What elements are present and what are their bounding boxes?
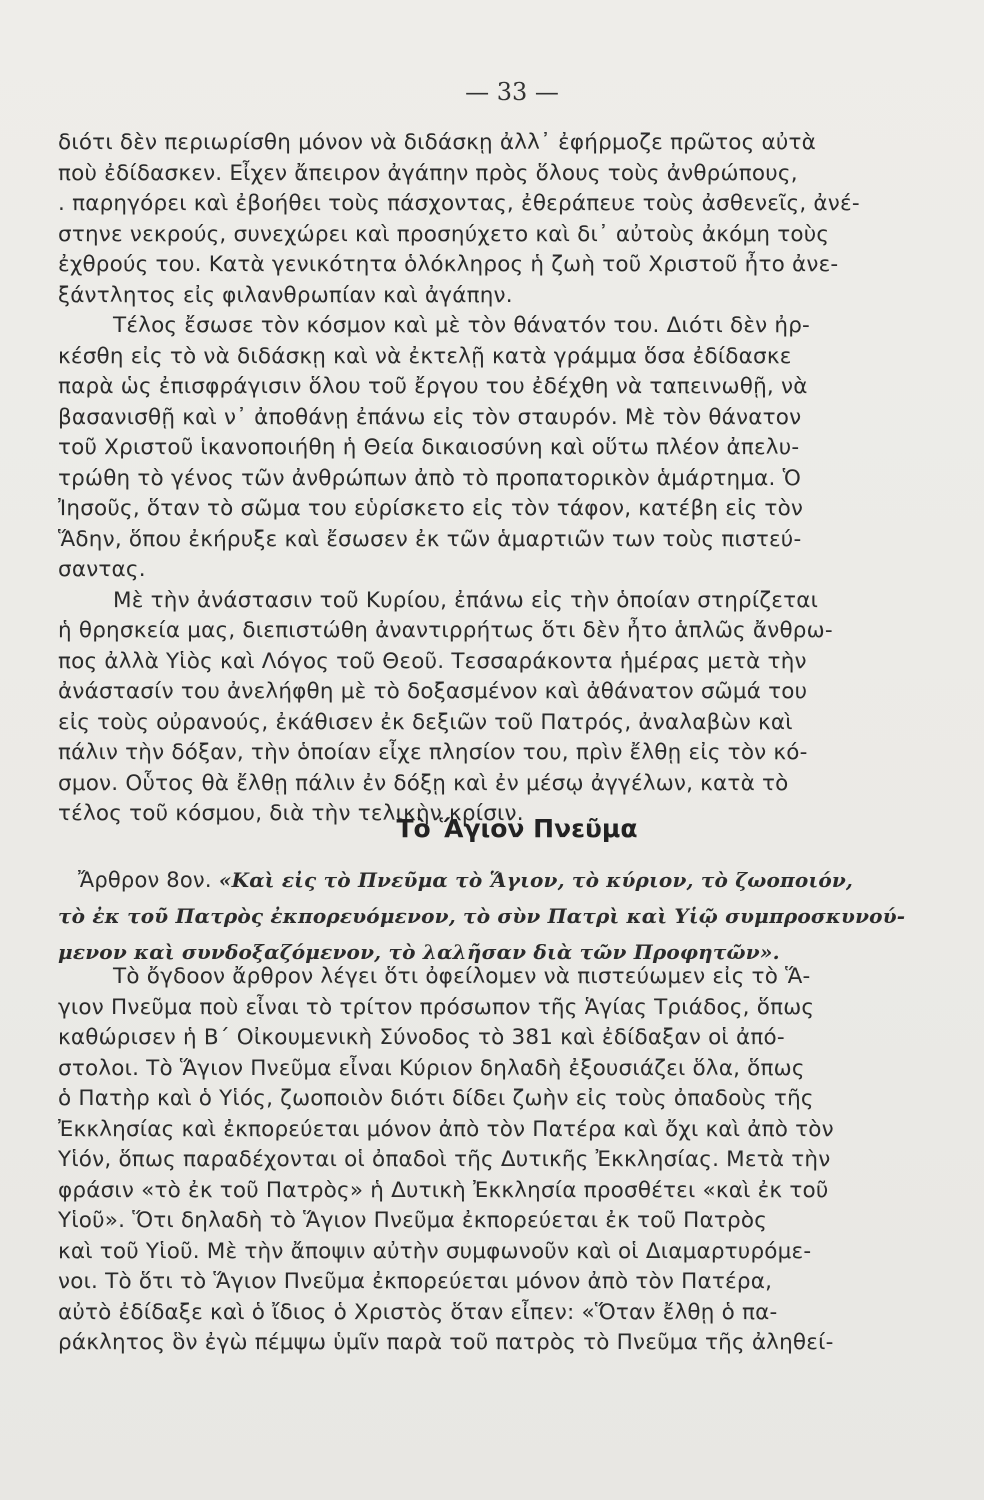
text-line: ἡ θρησκεία μας, διεπιστώθη ἀναντιρρήτως ὅτι δὲν ἦτο ἁπλῶς ἄνθρω- [58, 618, 833, 643]
text-line: . παρηγόρει καὶ ἐβοήθει τοὺς πάσχοντας, ἐθεράπευε τοὺς ἀσθενεῖς, ἀνέ- [58, 191, 860, 216]
text-line: εἰς τοὺς οὐρανούς, ἐκάθισεν ἐκ δεξιῶν τοῦ Πατρός, ἀναλαβὼν καὶ [58, 709, 793, 735]
text-line: καθώρισεν ἡ Β΄ Οἰκουμενικὴ Σύνοδος τὸ 381 καὶ ἐδίδαξαν οἱ ἀπό- [58, 1025, 785, 1050]
text-line: ἐχθρούς του. Κατὰ γενικότητα ὁλόκληρος ἡ ζωὴ τοῦ Χριστοῦ ἦτο ἀνε- [58, 252, 839, 277]
text-line: φράσιν «τὸ ἐκ τοῦ Πατρὸς» ἡ Δυτικὴ Ἐκκλησία προσθέτει «καὶ ἐκ τοῦ [58, 1177, 829, 1203]
text-line: τρώθη τὸ γένος τῶν ἀνθρώπων ἀπὸ τὸ προπατορικὸν ἁμάρτημα. Ὁ [58, 465, 802, 491]
text-line: ράκλητος ὃν ἐγὼ πέμψω ὑμῖν παρὰ τοῦ πατρὸς τὸ Πνεῦμα τῆς ἀληθεί- [58, 1330, 834, 1355]
text-line: Ἐκκλησίας καὶ ἐκπορεύεται μόνον ἀπὸ τὸν Πατέρα καὶ ὄχι καὶ ἀπὸ τὸν [58, 1116, 834, 1142]
text-line: Τέλος ἔσωσε τὸν κόσμον καὶ μὲ τὸν θάνατόν του. Διότι δὲν ἠρ- [113, 313, 811, 338]
text-line: πος ἀλλὰ Υἱὸς καὶ Λόγος τοῦ Θεοῦ. Τεσσαράκοντα ἡμέρας μετὰ τὴν [58, 648, 807, 674]
text-line: ποὺ ἐδίδασκεν. Εἶχεν ἄπειρον ἀγάπην πρὸς ὅλους τοὺς ἀνθρώπους, [58, 160, 798, 186]
article-label: Ἄρθρον 8ον. [78, 868, 212, 892]
text-line: Τὸ ὄγδοον ἄρθρον λέγει ὅτι ὀφείλομεν νὰ πιστεύωμεν εἰς τὸ Ἅ- [113, 964, 811, 989]
text-line: παρὰ ὡς ἐπισφράγισιν ὅλου τοῦ ἔργου του ἐδέχθη νὰ ταπεινωθῇ, νὰ [58, 374, 808, 399]
article-line: μενον καὶ συνδοξαζόμενον, τὸ λαλῆσαν διὰ τῶν Προφητῶν». [58, 940, 780, 964]
text-line: ὁ Πατὴρ καὶ ὁ Υἱός, ζωοποιὸν διότι δίδει ζωὴν εἰς τοὺς ὀπαδοὺς τῆς [58, 1086, 814, 1111]
text-line: ξάντλητος εἰς φιλανθρωπίαν καὶ ἀγάπην. [58, 282, 513, 308]
text-line: τέλος τοῦ κόσμου, διὰ τὴν τελικὴν κρίσιν. [58, 801, 524, 826]
text-line: πάλιν τὴν δόξαν, τὴν ὁποίαν εἶχε πλησίον του, πρὶν ἔλθῃ εἰς τὸν κό- [58, 740, 808, 765]
page-number: — 33 — [465, 78, 559, 106]
text-line: καὶ τοῦ Υἱοῦ. Μὲ τὴν ἄποψιν αὐτὴν συμφωνοῦν καὶ οἱ Διαμαρτυρόμε- [58, 1238, 812, 1264]
text-line: νοι. Τὸ ὅτι τὸ Ἅγιον Πνεῦμα ἐκπορεύεται μόνον ἀπὸ τὸν Πατέρα, [58, 1269, 773, 1294]
article-quote [58, 862, 906, 970]
text-line: σμον. Οὗτος θὰ ἔλθῃ πάλιν ἐν δόξῃ καὶ ἐν μέσῳ ἀγγέλων, κατὰ τὸ [58, 770, 789, 796]
text-line: στηνε νεκρούς, συνεχώρει καὶ προσηύχετο καὶ δι᾽ αὐτοὺς ἀκόμη τοὺς [58, 221, 830, 247]
text-line: διότι δὲν περιωρίσθη μόνον νὰ διδάσκῃ ἀλλ᾽ ἐφήρμοζε πρῶτος αὐτὰ [58, 130, 817, 155]
text-line: Υἱόν, ὅπως παραδέχονται οἱ ὀπαδοὶ τῆς Δυτικῆς Ἐκκλησίας. Μετὰ τὴν [58, 1147, 831, 1172]
text-line: γιον Πνεῦμα ποὺ εἶναι τὸ τρίτον πρόσωπον τῆς Ἁγίας Τριάδος, ὅπως [58, 994, 815, 1020]
text-line: βασανισθῇ καὶ ν᾽ ἀποθάνῃ ἐπάνω εἰς τὸν σταυρόν. Μὲ τὸν θάνατον [58, 404, 802, 430]
article-quote-text: «Καὶ εἰς τὸ Πνεῦμα τὸ Ἅγιον, τὸ κύριον, τὸ ζωοποιόν, [218, 868, 854, 892]
article-line-first [78, 862, 878, 898]
text-line: ἀνάστασίν του ἀνελήφθη μὲ τὸ δοξασμένον καὶ ἀθάνατον σῶμά του [58, 679, 808, 704]
body-text-bottom [58, 962, 858, 1359]
text-line: αὐτὸ ἐδίδαξε καὶ ὁ ἴδιος ὁ Χριστὸς ὅταν εἶπεν: «Ὅταν ἔλθῃ ὁ πα- [58, 1299, 778, 1325]
text-line: σαντας. [58, 557, 146, 582]
text-line: Ἰησοῦς, ὅταν τὸ σῶμα του εὑρίσκετο εἰς τὸν τάφον, κατέβη εἰς τὸν [58, 496, 804, 521]
text-line: Υἱοῦ». Ὅτι δηλαδὴ τὸ Ἅγιον Πνεῦμα ἐκπορεύεται ἐκ τοῦ Πατρὸς [58, 1208, 768, 1233]
text-line: στολοι. Τὸ Ἅγιον Πνεῦμα εἶναι Κύριον δηλαδὴ ἐξουσιάζει ὅλα, ὅπως [58, 1055, 805, 1081]
text-line: τοῦ Χριστοῦ ἱκανοποιήθη ἡ Θεία δικαιοσύνη καὶ οὕτω πλέον ἀπελυ- [58, 435, 800, 460]
article-line: τὸ ἐκ τοῦ Πατρὸς ἐκπορευόμενον, τὸ σὺν Πατρὶ καὶ Υἱῷ συμπροσκυνού- [58, 904, 906, 928]
text-line: κέσθη εἰς τὸ νὰ διδάσκῃ καὶ νὰ ἐκτελῇ κατὰ γράμμα ὅσα ἐδίδασκε [58, 343, 792, 369]
text-line: Μὲ τὴν ἀνάστασιν τοῦ Κυρίου, ἐπάνω εἰς τὴν ὁποίαν στηρίζεται [113, 587, 819, 613]
section-heading: Τὸ Ἅγιον Πνεῦμα [396, 814, 638, 843]
body-text-top [58, 128, 858, 830]
text-line: Ἅδην, ὅπου ἐκήρυξε καὶ ἔσωσεν ἐκ τῶν ἁμαρτιῶν των τοὺς πιστεύ- [58, 526, 802, 552]
